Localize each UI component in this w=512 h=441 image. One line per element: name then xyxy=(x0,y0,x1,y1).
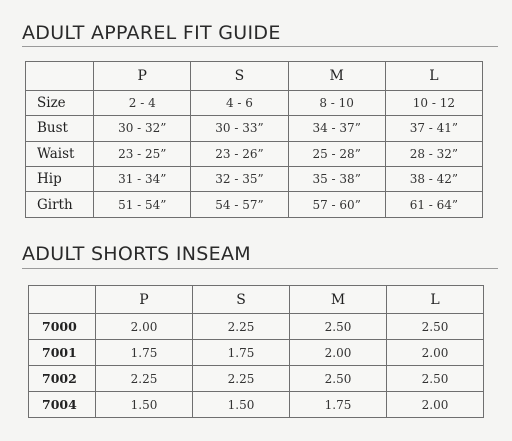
column-header-l: L xyxy=(385,62,482,91)
table-cell: 1.50 xyxy=(193,392,290,418)
column-header-p: P xyxy=(94,62,191,91)
table-cell: 1.50 xyxy=(96,392,193,418)
table-cell: 2.00 xyxy=(290,340,387,366)
table-cell: 2.25 xyxy=(96,366,193,392)
table-cell: 30 - 32” xyxy=(94,116,191,141)
column-header-m: M xyxy=(290,286,387,314)
table-row xyxy=(29,366,484,392)
table-row xyxy=(26,167,483,192)
table-cell: 31 - 34” xyxy=(94,167,191,192)
table-row xyxy=(26,141,483,166)
table-row xyxy=(26,192,483,218)
row-label-style: 7000 xyxy=(29,314,96,340)
row-label-girth: Girth xyxy=(26,192,94,218)
table-row xyxy=(29,314,484,340)
fit-guide-divider xyxy=(22,46,498,47)
column-header-s: S xyxy=(193,286,290,314)
row-label-hip: Hip xyxy=(26,167,94,192)
table-cell: 2.25 xyxy=(193,366,290,392)
table-cell: 30 - 33” xyxy=(191,116,288,141)
table-row xyxy=(29,340,484,366)
row-label-style: 7002 xyxy=(29,366,96,392)
table-cell: 2.00 xyxy=(96,314,193,340)
table-cell: 2 - 4 xyxy=(94,90,191,115)
table-cell: 2.50 xyxy=(387,366,484,392)
table-cell: 35 - 38” xyxy=(288,167,385,192)
row-label-bust: Bust xyxy=(26,116,94,141)
row-label-style: 7001 xyxy=(29,340,96,366)
shorts-inseam-divider xyxy=(22,268,498,269)
table-cell: 34 - 37” xyxy=(288,116,385,141)
table-cell: 23 - 26” xyxy=(191,141,288,166)
table-cell: 28 - 32” xyxy=(385,141,482,166)
corner-cell xyxy=(29,286,96,314)
fit-guide-table xyxy=(25,61,483,218)
table-cell: 61 - 64” xyxy=(385,192,482,218)
table-cell: 2.50 xyxy=(290,366,387,392)
row-label-style: 7004 xyxy=(29,392,96,418)
table-cell: 2.50 xyxy=(290,314,387,340)
table-cell: 10 - 12 xyxy=(385,90,482,115)
column-header-m: M xyxy=(288,62,385,91)
row-label-waist: Waist xyxy=(26,141,94,166)
column-header-s: S xyxy=(191,62,288,91)
corner-cell xyxy=(26,62,94,91)
shorts-inseam-title: ADULT SHORTS INSEAM xyxy=(22,243,251,265)
table-cell: 2.50 xyxy=(387,314,484,340)
table-cell: 51 - 54” xyxy=(94,192,191,218)
fit-guide-title: ADULT APPAREL FIT GUIDE xyxy=(22,22,281,44)
table-header-row xyxy=(29,286,484,314)
table-header-row xyxy=(26,62,483,91)
table-cell: 25 - 28” xyxy=(288,141,385,166)
table-row xyxy=(26,116,483,141)
shorts-inseam-table xyxy=(28,285,484,418)
table-cell: 54 - 57” xyxy=(191,192,288,218)
table-cell: 4 - 6 xyxy=(191,90,288,115)
table-cell: 32 - 35” xyxy=(191,167,288,192)
table-cell: 37 - 41” xyxy=(385,116,482,141)
table-cell: 2.00 xyxy=(387,392,484,418)
table-row xyxy=(26,90,483,115)
row-label-size: Size xyxy=(26,90,94,115)
table-cell: 23 - 25” xyxy=(94,141,191,166)
table-cell: 1.75 xyxy=(96,340,193,366)
table-cell: 38 - 42” xyxy=(385,167,482,192)
table-cell: 8 - 10 xyxy=(288,90,385,115)
table-row xyxy=(29,392,484,418)
table-cell: 57 - 60” xyxy=(288,192,385,218)
column-header-p: P xyxy=(96,286,193,314)
table-cell: 1.75 xyxy=(193,340,290,366)
table-cell: 2.25 xyxy=(193,314,290,340)
column-header-l: L xyxy=(387,286,484,314)
table-cell: 1.75 xyxy=(290,392,387,418)
table-cell: 2.00 xyxy=(387,340,484,366)
